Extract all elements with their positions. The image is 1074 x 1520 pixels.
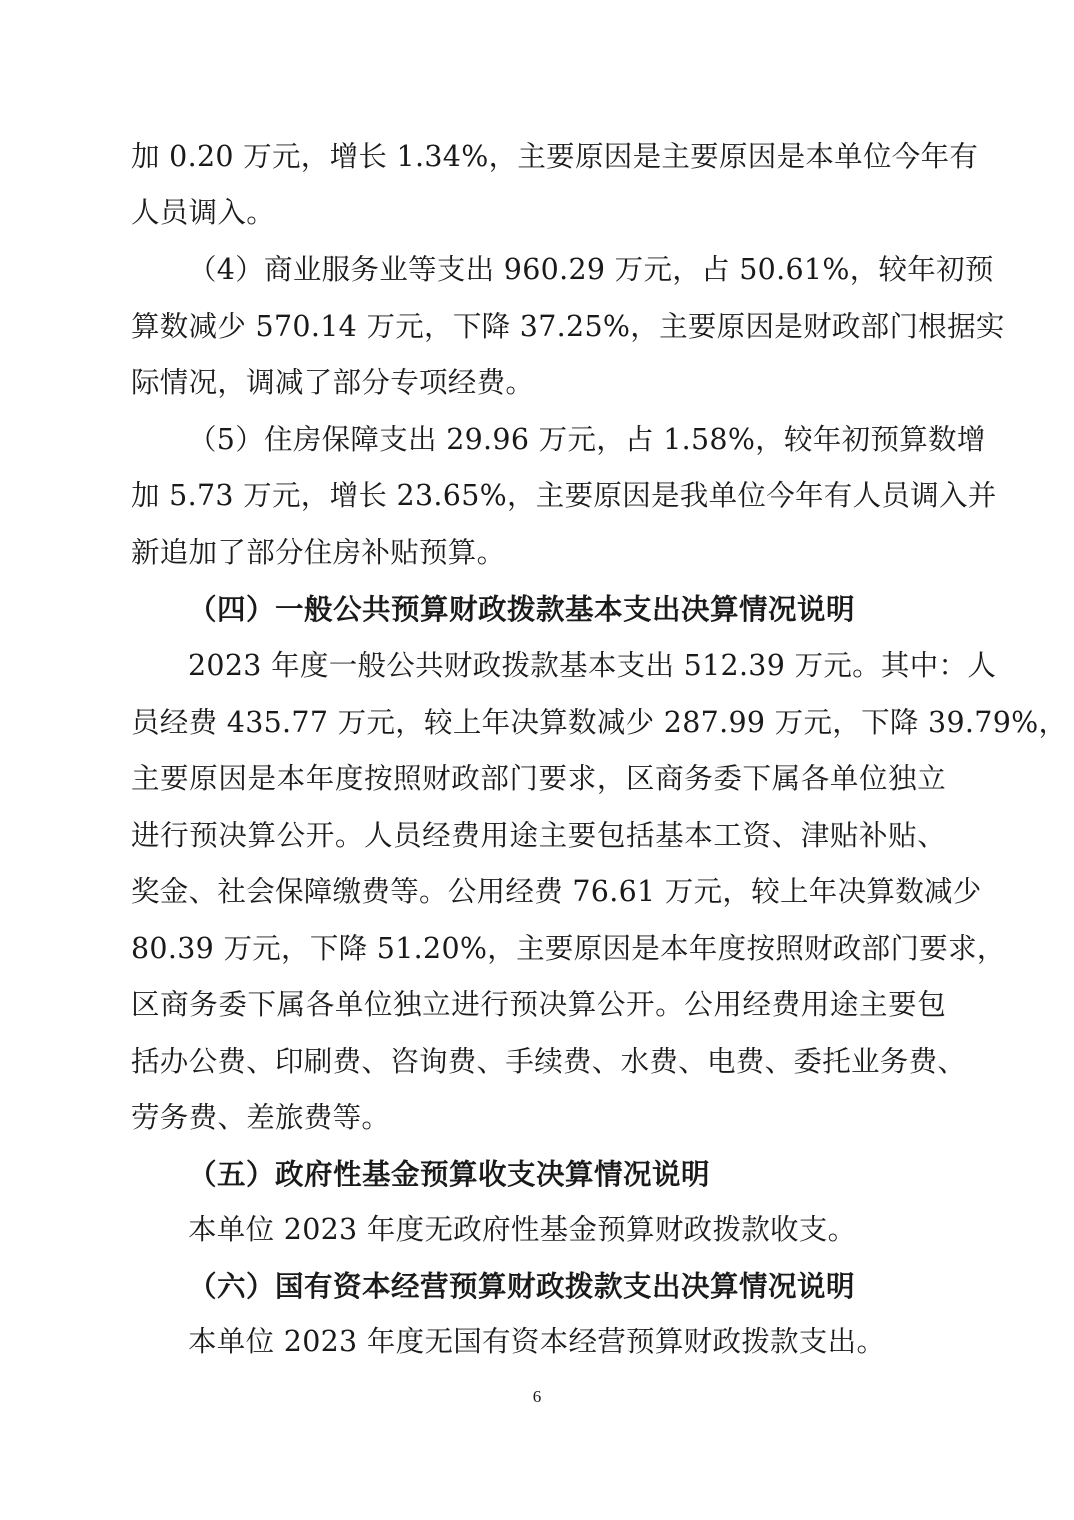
body-text-line: 加 0.20 万元，增长 1.34%，主要原因是主要原因是本单位今年有	[131, 140, 979, 173]
body-text-line: 主要原因是本年度按照财政部门要求，区商务委下属各单位独立	[131, 762, 946, 795]
body-text-line: 际情况，调减了部分专项经费。	[131, 366, 535, 399]
body-text-line: 加 5.73 万元，增长 23.65%，主要原因是我单位今年有人员调入并	[131, 479, 997, 512]
body-text-line: 奖金、社会保障缴费等。公用经费 76.61 万元，较上年决算数减少	[131, 875, 982, 908]
body-text-line: 本单位 2023 年度无国有资本经营预算财政拨款支出。	[188, 1325, 886, 1358]
body-text-line: 人员调入。	[131, 196, 276, 229]
body-text-line: 80.39 万元，下降 51.20%，主要原因是本年度按照财政部门要求，	[131, 932, 1006, 965]
section-heading-4: （四）一般公共预算财政拨款基本支出决算情况说明	[188, 592, 856, 626]
body-text-line: （5）住房保障支出 29.96 万元，占 1.58%，较年初预算数增	[188, 423, 986, 456]
body-text-line: （4）商业服务业等支出 960.29 万元，占 50.61%，较年初预	[188, 253, 994, 286]
body-text-line: 进行预决算公开。人员经费用途主要包括基本工资、津贴补贴、	[131, 819, 946, 852]
body-text-line: 括办公费、印刷费、咨询费、手续费、水费、电费、委托业务费、	[131, 1045, 967, 1078]
body-text-line: 劳务费、差旅费等。	[131, 1101, 391, 1134]
body-text-line: 2023 年度一般公共财政拨款基本支出 512.39 万元。其中：人	[188, 649, 997, 682]
body-text-line: 算数减少 570.14 万元，下降 37.25%，主要原因是财政部门根据实	[131, 310, 1005, 343]
page-number: 6	[532, 1387, 542, 1406]
section-heading-6: （六）国有资本经营预算财政拨款支出决算情况说明	[188, 1269, 856, 1303]
body-text-line: 新追加了部分住房补贴预算。	[131, 536, 506, 569]
body-text-line: 员经费 435.77 万元，较上年决算数减少 287.99 万元，下降 39.79%，	[131, 706, 1068, 739]
section-heading-5: （五）政府性基金预算收支决算情况说明	[188, 1157, 711, 1191]
body-text-line: 区商务委下属各单位独立进行预决算公开。公用经费用途主要包	[131, 988, 946, 1021]
body-text-line: 本单位 2023 年度无政府性基金预算财政拨款收支。	[188, 1213, 857, 1246]
